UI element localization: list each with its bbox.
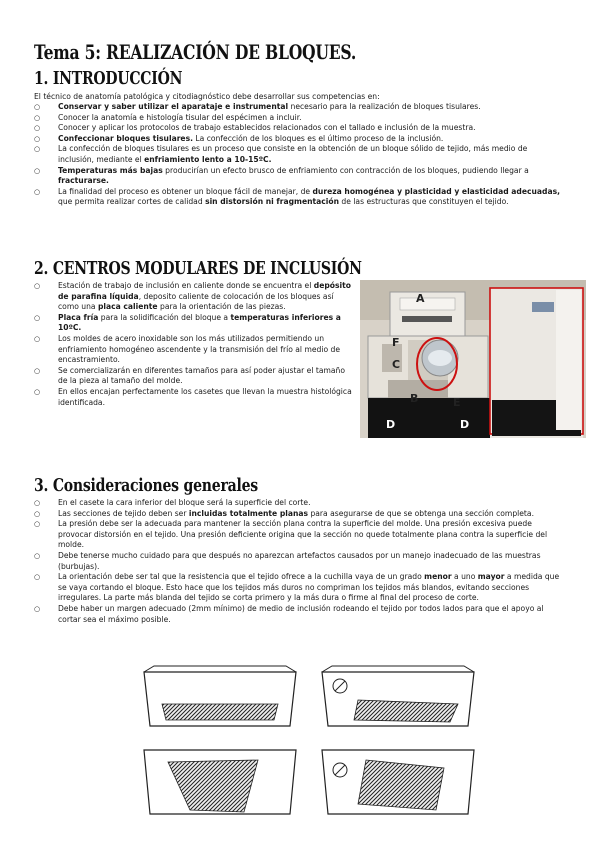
section-3-list [34, 498, 564, 625]
list-item: ○ En ellos encajan perfectamente los casetes que llevan la muestra histológica identificada. [34, 387, 352, 408]
list-item: ○ Las secciones de tejido deben ser incluidas totalmente planas para asegurarse de que se obtenga una sección completa. [34, 509, 564, 520]
list-item: ○ Conocer y aplicar los protocolos de trabajo establecidos relacionados con el tallado e inclusión de la muestra. [34, 123, 564, 134]
section-1-intro: El técnico de anatomía patológica y citodiagnóstico debe desarrollar sus competencias en: [34, 92, 380, 101]
mold-diagram-tilted [318, 664, 478, 734]
block-diagram-correct [140, 748, 300, 818]
list-item: ○ Conservar y saber utilizar el aparataje e instrumental necesario para la realización de bloques tisulares. [34, 102, 564, 113]
list-item: ○ Debe tenerse mucho cuidado para que después no aparezcan artefactos causados por un manejo inadecuado de las muestras (burbujas). [34, 551, 564, 572]
photo-label-d-left: D [386, 418, 396, 431]
photo-label-a: A [416, 292, 425, 305]
list-item: ○ Estación de trabajo de inclusión en caliente donde se encuentra el depósito de parafina líquida, deposito caliente de colocación de los bloques así como una placa caliente para la orientación de las piezas. [34, 281, 352, 313]
list-item: ○ Los moldes de acero inoxidable son los más utilizados permitiendo un enfriamiento homogéneo ascendente y la transmisión del frío al medio de encastramiento. [34, 334, 352, 366]
document-title: Tema 5: REALIZACIÓN DE BLOQUES. [34, 40, 357, 64]
list-item: ○ Se comercializarán en diferentes tamaños para así poder ajustar el tamaño de la pieza al tamaño del molde. [34, 366, 352, 387]
list-item: ○ La finalidad del proceso es obtener un bloque fácil de manejar, de dureza homogénea y plasticidad y elasticidad adecuadas, que permita realizar cortes de calidad sin distorsión ni fragmentación de las estructuras que constituyen el tejido. [34, 187, 564, 208]
photo-label-f: F [392, 336, 400, 349]
section-2-heading: 2. CENTROS MODULARES DE INCLUSIÓN [34, 258, 362, 279]
section-3-heading: 3. Consideraciones generales [34, 475, 258, 496]
list-item: ○ La orientación debe ser tal que la resistencia que el tejido ofrece a la cuchilla vaya de un grado menor a uno mayor a medida que se vaya cortando el bloque. Esto hace que los tejidos más duros no compriman los tejidos más blandos, evitando secciones irregulares. La parte más blanda del tejido se corta primero y la más dura o firme al final del proceso de corte. [34, 572, 564, 604]
section-1-list [34, 102, 564, 208]
block-diagram-incorrect [318, 748, 478, 818]
photo-label-d-right: D [460, 418, 470, 431]
list-item: ○ Debe haber un margen adecuado (2mm mínimo) de medio de inclusión rodeando el tejido por todos lados para que el apoyo al cortar sea el máximo posible. [34, 604, 564, 625]
list-item: ○ Temperaturas más bajas producirían un efecto brusco de enfriamiento con contracción de los bloques, pudiendo llegar a fracturarse. [34, 166, 564, 187]
list-item: ○ En el casete la cara inferior del bloque será la superficie del corte. [34, 498, 564, 509]
photo-label-e: E [453, 396, 461, 409]
photo-label-b: B [410, 392, 419, 405]
list-item: ○ La confección de bloques tisulares es un proceso que consiste en la obtención de un bloque sólido de tejido, más medio de inclusión, mediante el enfriamiento lento a 10-15ºC. [34, 144, 564, 165]
section-1-heading: 1. INTRODUCCIÓN [34, 68, 183, 89]
list-item: ○ Conocer la anatomía e histología tisular del espécimen a incluir. [34, 113, 564, 124]
section-2-list [34, 281, 352, 408]
mold-diagram-flat [140, 664, 300, 734]
photo-label-c: C [392, 358, 401, 371]
list-item: ○ Confeccionar bloques tisulares. La confección de los bloques es el último proceso de la inclusión. [34, 134, 564, 145]
list-item: ○ La presión debe ser la adecuada para mantener la sección plana contra la superficie del molde. Una presión excesiva puede provocar distorsión en el tejido. Una presión deficiente origina que la sección no quede totalmente plana contra la superficie del molde. [34, 519, 564, 551]
list-item: ○ Placa fría para la solidificación del bloque a temperaturas inferiores a 10ºC. [34, 313, 352, 334]
embedding-center-photo [360, 280, 586, 438]
